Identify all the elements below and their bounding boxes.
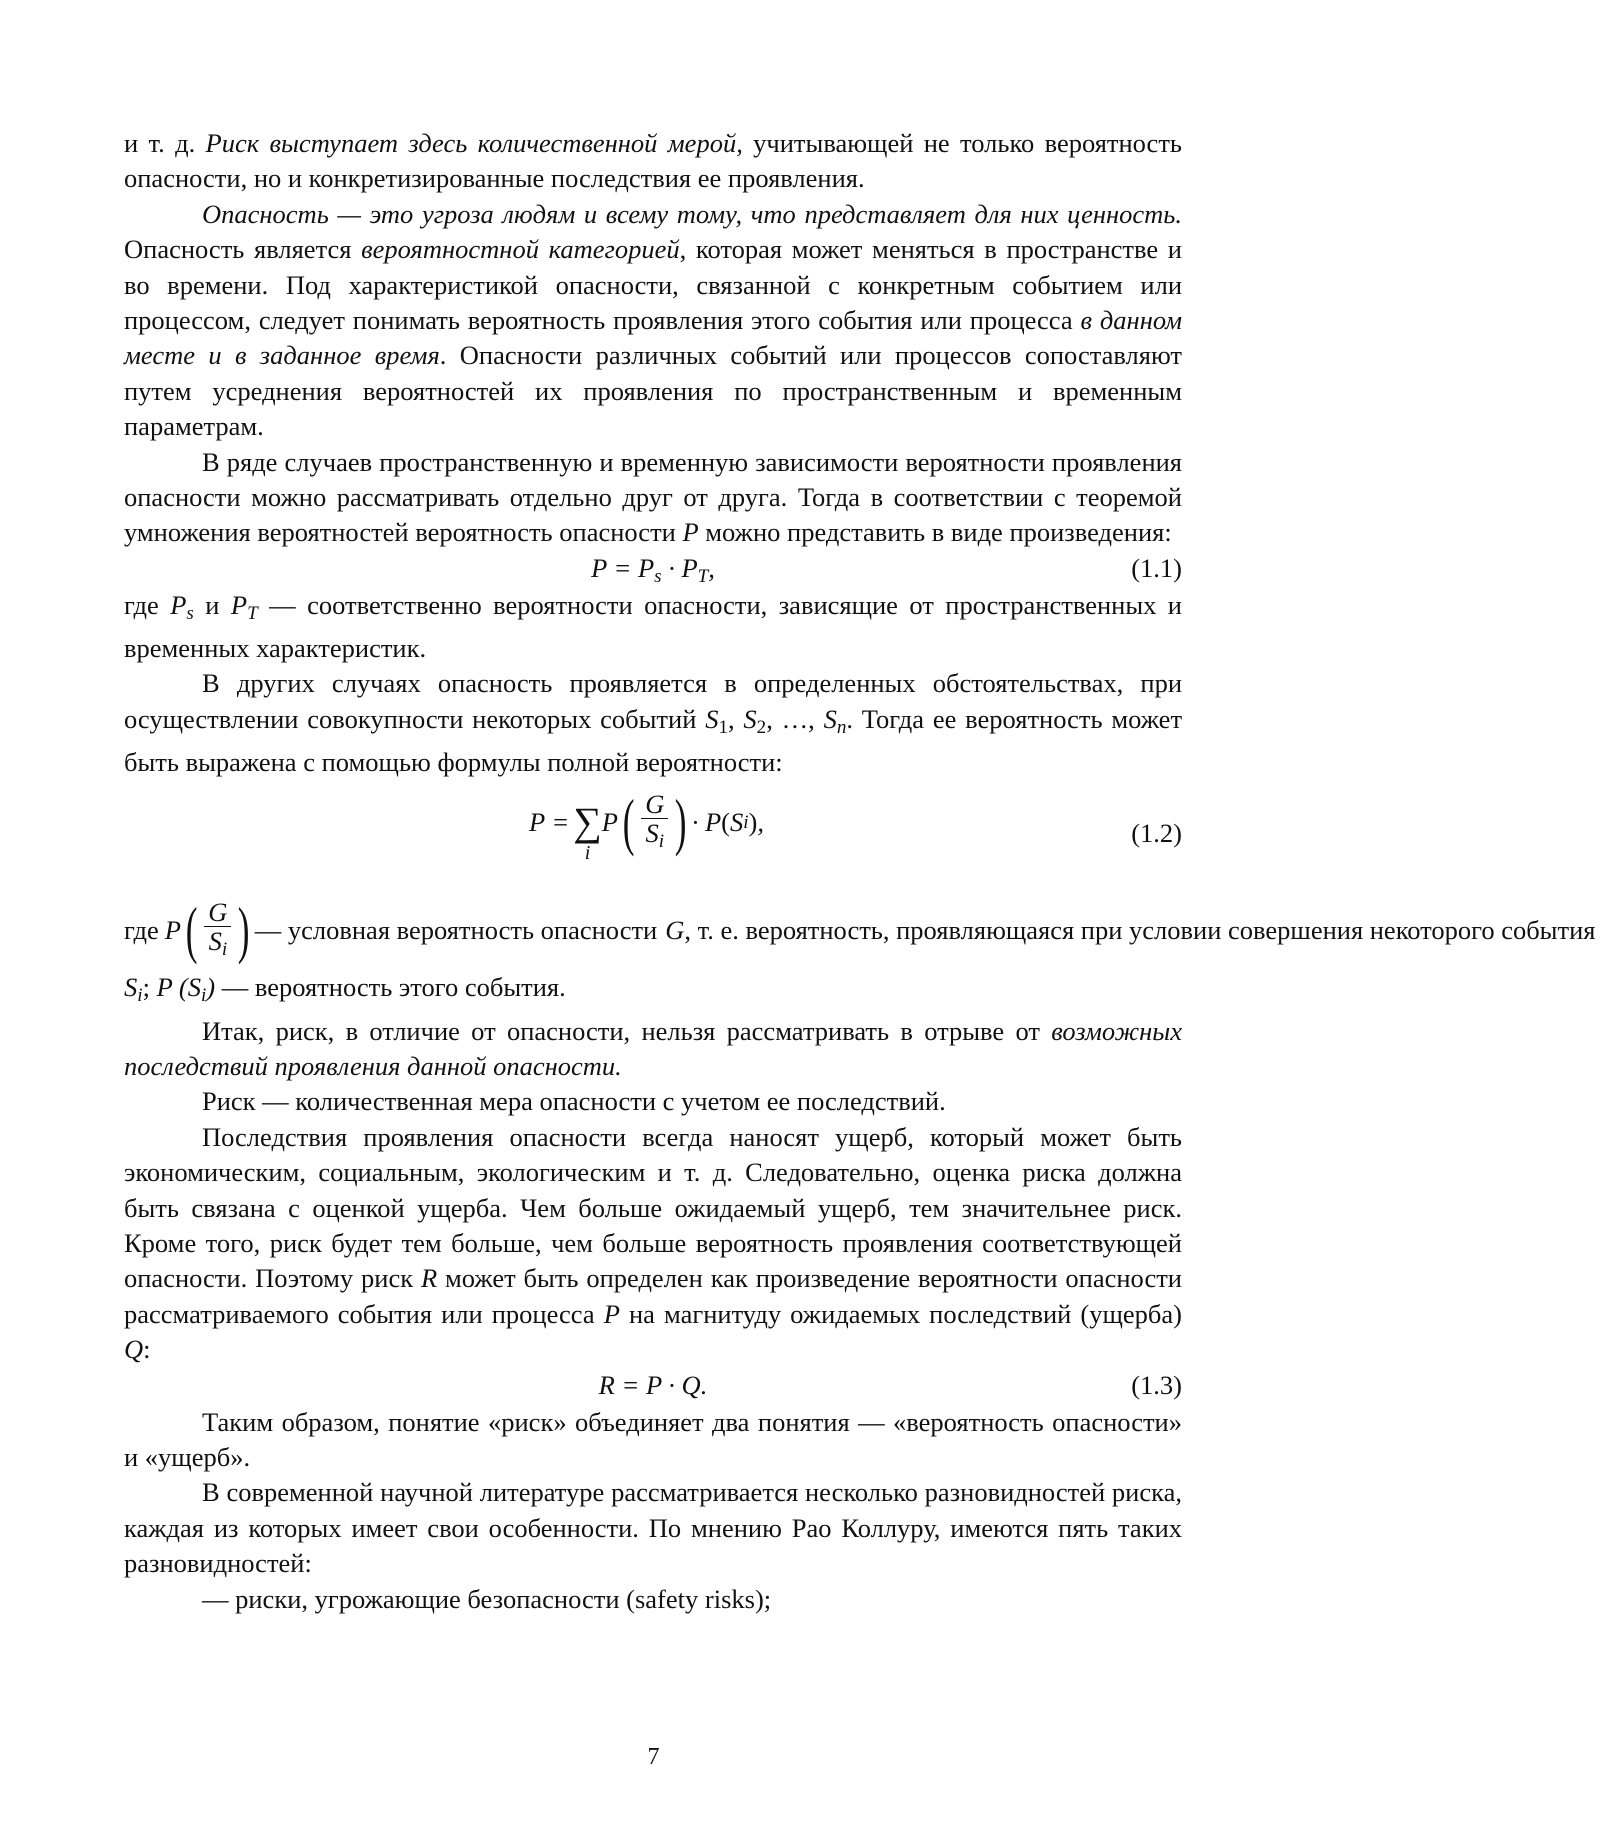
text-run: на магнитуду ожидаемых последствий (ущерба) <box>619 1298 1182 1329</box>
math-var: S <box>705 703 719 734</box>
paragraph-8: Риск — количественная мера опасности с учетом ее последствий. <box>202 1086 946 1117</box>
formula-part: · P <box>661 552 698 583</box>
math-var: ) <box>206 972 216 1003</box>
text-run-italic: вероятностной категорией <box>361 234 680 265</box>
fraction <box>641 790 668 856</box>
text-run: — условная вероятность опасности <box>254 914 658 945</box>
formula-number: (1.3) <box>1131 1369 1182 1400</box>
text-run-italic: возможных последствий проявления данной опасности. <box>124 1015 1182 1082</box>
paren-open: ( <box>185 894 198 966</box>
formula-part: , <box>757 806 764 837</box>
sum-symbol <box>573 799 602 865</box>
formula-subscript: i <box>221 938 228 960</box>
text-run: — соответственно вероятности опасности, зависящие от пространственных и временных характеристик. <box>124 589 1182 664</box>
text-run: . Тогда ее вероятность может быть выражена с помощью формулы полной вероятности: <box>124 703 1183 778</box>
formula-part: S <box>645 817 659 848</box>
math-var: S <box>124 972 138 1003</box>
text-run: , <box>727 703 744 734</box>
text-run-italic: Риск выступает здесь количественной мерой, <box>205 128 743 158</box>
text-run: где <box>124 914 159 945</box>
paragraph-4 <box>124 588 1182 667</box>
formula-1-2 <box>124 780 1182 890</box>
formula-part: P = <box>529 806 570 837</box>
paragraph-6-lead <box>124 894 1602 966</box>
formula-expression <box>124 551 1182 594</box>
paragraph-1 <box>124 126 1182 197</box>
paragraph-3 <box>124 445 1182 551</box>
formula-part: P = P <box>591 552 655 583</box>
formula-subscript: i <box>743 811 749 833</box>
list-item-safety-risks: — риски, угрожающие безопасности (safety risks); <box>202 1583 772 1614</box>
text-run: — вероятность этого события. <box>215 972 566 1003</box>
paragraph-6-line-1 <box>124 890 1602 970</box>
math-var: P <box>230 589 248 620</box>
formula-number: (1.1) <box>1131 552 1182 583</box>
text-run: , которая может меняться в пространстве и во времени. Под характеристикой опасности, связанной с конкретным событием или процессом, следует понимать вероятность проявления этого события или процесса <box>124 234 1182 336</box>
math-subscript: s <box>186 602 194 624</box>
math-var: P <box>603 1298 620 1329</box>
paragraph-5 <box>124 666 1182 780</box>
math-var: R <box>420 1263 438 1294</box>
paragraph-7 <box>124 1014 1182 1085</box>
text-run: Последствия проявления опасности всегда наносят ущерб, который может быть экономическим, социальным, экологическим и т. д. Следовательно, оценка риска должна быть связана с оценкой ущерба. Чем больше ожидаемый ущерб, тем значительнее риск. Кроме того, риск будет тем больше, чем больше вероятность проявления соответствующей опасности. Поэтому риск <box>124 1121 1182 1294</box>
fraction-denominator <box>642 819 669 856</box>
math-var: P <box>170 589 187 620</box>
math-var: P <box>682 517 699 548</box>
formula-part: , <box>708 552 715 583</box>
sigma-glyph: ∑ <box>573 799 602 845</box>
math-var: S <box>823 703 837 734</box>
text-run: , т. е. вероятность, проявляющаяся при условии совершения некоторого события <box>684 914 1602 945</box>
text-run: Итак, риск, в отличие от опасности, нельзя рассматривать в отрыве от <box>202 1015 1052 1046</box>
paragraph-11: В современной научной литературе рассматривается несколько разновидностей риска, каждая из которых имеет свои особенности. По мнению Рао Коллуру, имеются пять таких разновидностей: <box>124 1477 1182 1579</box>
text-run: , …, <box>766 703 824 734</box>
text-run: где <box>124 589 171 620</box>
paren-open: ( <box>622 786 635 858</box>
math-var: G <box>665 914 685 945</box>
text-run: можно представить в виде произведения: <box>698 517 1172 548</box>
formula-part: P <box>601 806 618 837</box>
fraction-denominator <box>205 927 232 964</box>
text-run: . Опасности различных событий или процессов сопоставляют путем усреднения вероятностей их проявления по пространственным и временным параметрам. <box>124 340 1182 442</box>
formula-1-3 <box>124 1368 1182 1405</box>
formula-part: S <box>208 925 222 956</box>
text-run: Опасность является <box>124 234 362 265</box>
paren-open-small: ( <box>721 806 730 837</box>
paren-close-small: ) <box>748 806 758 837</box>
fraction-numerator: G <box>645 788 665 819</box>
text-run-italic: в данном месте и в заданное время <box>124 305 1183 371</box>
text-run: может быть определен как произведение вероятности опасности рассматриваемого события или процесса <box>124 1263 1182 1329</box>
formula-subscript: s <box>654 565 662 587</box>
formula-part: S <box>729 806 744 837</box>
text-run-italic: Опасность — это угроза людям и всему тому, что представляет для них ценность. <box>202 198 1182 229</box>
text-run: и <box>193 589 231 620</box>
paren-close: ) <box>675 786 687 858</box>
math-var: P (S <box>156 972 201 1003</box>
math-var: S <box>743 703 757 734</box>
formula-subscript: T <box>697 565 709 587</box>
sum-index: i <box>584 842 591 865</box>
text-run: : <box>143 1334 151 1365</box>
fraction-numerator: G <box>208 896 228 927</box>
math-subscript: i <box>200 985 207 1007</box>
formula-1-1 <box>124 551 1182 588</box>
paragraph-9 <box>124 1120 1182 1368</box>
text-run: В ряде случаев пространственную и временную зависимости вероятности проявления опасности можно рассматривать отдельно друг от друга. Тогда в соответствии с теоремой умножения вероятностей вероятность опасности <box>124 446 1182 548</box>
text-run: и т. д. <box>124 128 206 158</box>
text-run: учитывающей не только вероятность опасности, но и конкретизированные последствия ее проявления. <box>124 128 1182 194</box>
formula-number: (1.2) <box>1131 818 1182 849</box>
math-var: Q <box>124 1334 144 1365</box>
math-subscript: 1 <box>718 716 728 738</box>
text-run: ; <box>142 972 157 1003</box>
math-subscript: T <box>247 602 258 624</box>
document-page <box>124 126 1602 1617</box>
paragraph-10: Таким образом, понятие «риск» объединяет два понятия — «вероятность опасности» и «ущерб». <box>124 1406 1182 1473</box>
fraction <box>204 898 231 964</box>
text-run: В других случаях опасность проявляется в определенных обстоятельствах, при осуществлении совокупности некоторых событий <box>124 668 1182 734</box>
math-var: P <box>164 914 181 945</box>
formula-expression <box>529 780 764 864</box>
paren-close: ) <box>238 894 250 966</box>
paragraph-2 <box>124 197 1182 445</box>
math-subscript: n <box>836 716 847 738</box>
formula-subscript: i <box>658 830 665 852</box>
page-number: 7 <box>647 1744 660 1770</box>
math-subscript: 2 <box>756 716 767 738</box>
formula-expression: R = P · Q. <box>598 1369 708 1400</box>
formula-part: · P <box>691 806 722 837</box>
paragraph-6-continued <box>124 970 1182 1013</box>
math-subscript: i <box>137 985 143 1007</box>
